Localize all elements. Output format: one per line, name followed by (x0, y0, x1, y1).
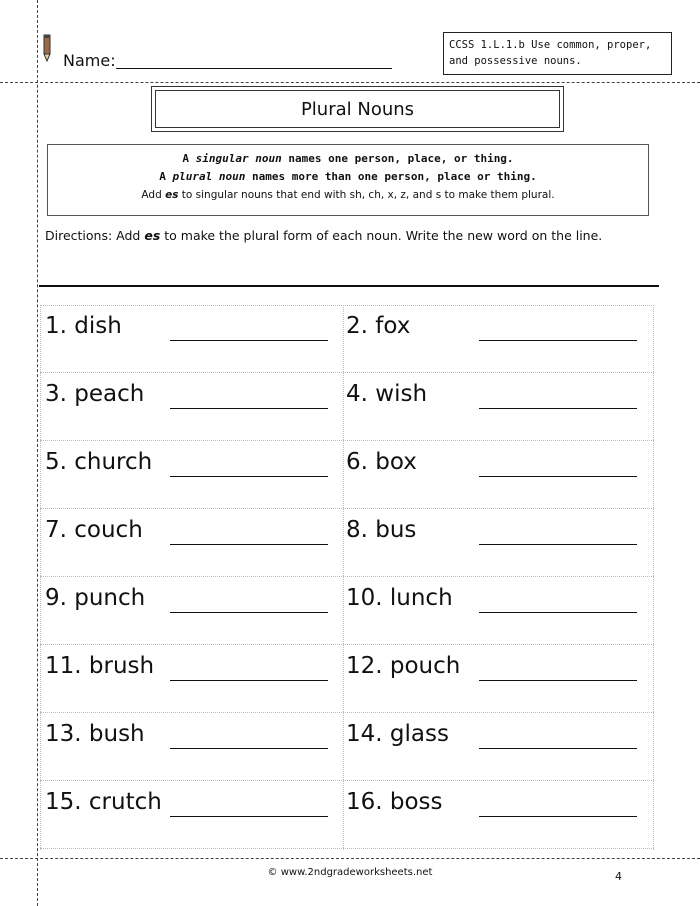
rule-singular: A singular noun names one person, place, or thing. (182, 152, 514, 165)
noun-word: 14. glass (346, 721, 449, 747)
answer-line[interactable] (479, 476, 637, 477)
standard-text: CCSS 1.L.1.b Use common, proper, and possessive nouns. (449, 39, 652, 67)
rules-box (47, 144, 649, 216)
answer-line[interactable] (170, 476, 328, 477)
noun-word: 12. pouch (346, 653, 461, 679)
divider-line (39, 285, 659, 287)
name-input-line[interactable] (116, 68, 392, 69)
header-dashed-line (0, 82, 700, 83)
standard-box (443, 32, 672, 75)
answer-line[interactable] (479, 408, 637, 409)
noun-word: 2. fox (346, 313, 411, 339)
answer-line[interactable] (479, 340, 637, 341)
answer-line[interactable] (170, 408, 328, 409)
page-title: Plural Nouns (155, 90, 560, 128)
noun-word: 4. wish (346, 381, 428, 407)
answer-line[interactable] (479, 816, 637, 817)
noun-word: 8. bus (346, 517, 417, 543)
rule-add-es: Add es to singular nouns that end with sh, ch, x, z, and s to make them plural. (141, 189, 555, 201)
answer-line[interactable] (170, 680, 328, 681)
noun-word: 15. crutch (45, 789, 162, 815)
directions-text: Directions: Add es to make the plural form of each noun. Write the new word on the line. (45, 228, 603, 243)
table-row (40, 305, 654, 373)
noun-word: 5. church (45, 449, 153, 475)
noun-word: 7. couch (45, 517, 143, 543)
answer-line[interactable] (170, 748, 328, 749)
noun-word: 1. dish (45, 313, 122, 339)
answer-line[interactable] (170, 340, 328, 341)
answer-line[interactable] (170, 612, 328, 613)
answer-line[interactable] (479, 748, 637, 749)
table-row (40, 441, 654, 509)
name-label: Name: (63, 51, 116, 70)
noun-word: 10. lunch (346, 585, 453, 611)
answer-line[interactable] (479, 544, 637, 545)
rule-plural: A plural noun names more than one person, place or thing. (159, 170, 537, 183)
table-row (40, 373, 654, 441)
noun-word: 16. boss (346, 789, 443, 815)
table-row (40, 781, 654, 849)
noun-word: 9. punch (45, 585, 146, 611)
footer-dashed-line (0, 858, 700, 859)
title-box (151, 86, 564, 132)
page-number: 4 (615, 870, 622, 883)
table-row (40, 645, 654, 713)
table-row (40, 577, 654, 645)
noun-word: 11. brush (45, 653, 155, 679)
table-row (40, 713, 654, 781)
footer-site: © www.2ndgradeworksheets.net (267, 867, 433, 878)
answer-line[interactable] (479, 612, 637, 613)
answer-line[interactable] (479, 680, 637, 681)
noun-word: 3. peach (45, 381, 145, 407)
table-row (40, 509, 654, 577)
answer-line[interactable] (170, 544, 328, 545)
pencil-icon (41, 34, 53, 62)
answer-line[interactable] (170, 816, 328, 817)
noun-word: 13. bush (45, 721, 145, 747)
left-margin-dashed-line (37, 0, 38, 906)
noun-word: 6. box (346, 449, 417, 475)
